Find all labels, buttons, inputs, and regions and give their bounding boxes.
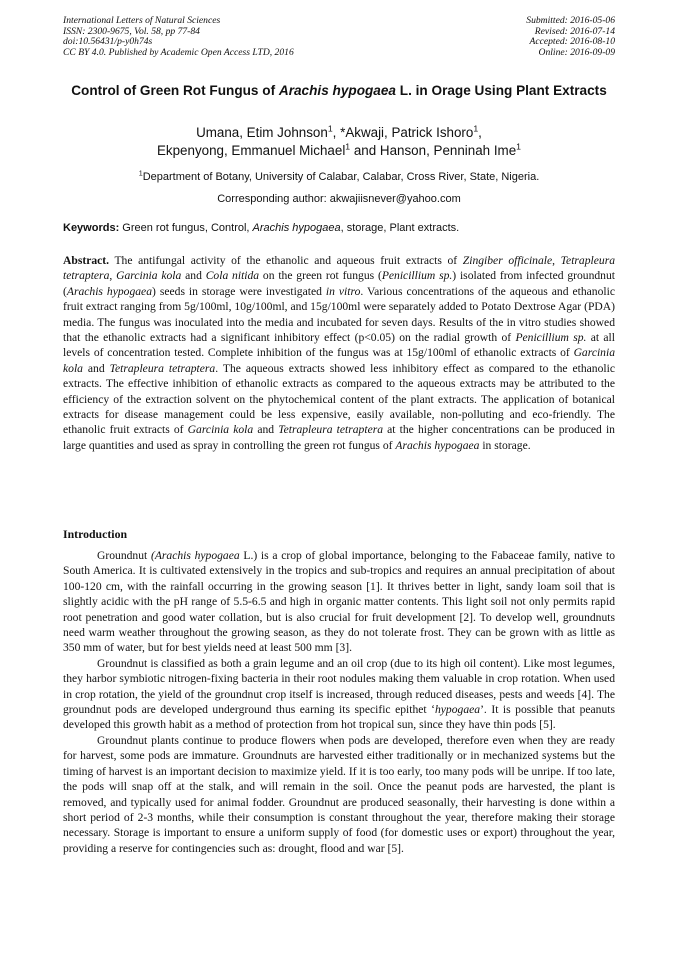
paragraph: Groundnut plants continue to produce flowers when pods are developed, therefore even when they are ready for harvest, some pods are immature. Groundnuts are harvested either traditionally or in mechanized systems but the timing of harvest is an important decision to maximize yield. If it is too early, too many pods will be unripe. If too late, the pods will snap off at the stalk, and will remain in the soil. Once the peanut pods are harvested, the plant is removed, and typically used for animal fodder. Groundnut are produced seasonally, their harvesting is done within a short period of 2-3 months, while their consumption is constant throughout the year, therefore making their storage necessary. Storage is important to ensure a uniform supply of food (for domestic uses or export) throughout the year, providing a reserve for contingencies such as: drought, flood and war [5]. (63, 733, 615, 855)
paper-title (63, 82, 615, 99)
species-name: Tetrapleura tetraptera (63, 254, 616, 283)
paragraph-text: Groundnut is classified as both a grain legume and an oil crop (due to its high oil content). Like most legumes, they harbor symbiotic nitrogen-fixing bacteria in their root nodules making them valuable in crop rotation. When used in crop rotation, the yield of the groundnut crop itself is increased, through reduced diseases, pests and weeds [4]. The groundnut pods are developed underground thus earning its specific epithet ‘ (63, 656, 615, 717)
abstract-text: . The aqueous extracts showed less inhibitory effect as compared to the ethanolic extracts. The effective inhibition of ethanolic extracts as compared to the aqueous extracts may be attributed to the efficiency of the extraction solvent on the phytochemical content of the plant extracts. The application of botanical extracts for disease management could be less expensive, easily available, non-polluting and eco-friendly. The ethanolic fruit extracts of (63, 361, 615, 437)
affiliation-mark: 1 (138, 169, 143, 178)
species-name: Arachis hypogaea (395, 438, 480, 452)
paragraph-text: Groundnut (97, 549, 151, 562)
keywords-species: Arachis hypogaea (252, 222, 341, 234)
abstract-text: at all levels of concentration tested. Complete inhibition of the fungus was at 15g/100ml of ethanolic extracts of (63, 331, 615, 360)
issn-line: ISSN: 2300-9675, Vol. 58, pp 77-84 (63, 25, 200, 37)
author-line (63, 142, 615, 160)
species-name: Tetrapleura tetraptera (109, 361, 216, 375)
abstract-text: . Various concentrations of the aqueous and ethanolic fruit extract ranging from 5g/100ml, 10g/100ml, and 15g/100ml were separately added to Potato Dextrose Agar (PDA) media. The fungus was inoculated into the media and incubated for seven days. Results of the in vitro studies showed that the ethanolic extracts had a significant inhibitory effect (p<0.05) on the radial growth of (63, 284, 615, 345)
species-name: Penicillium sp. (515, 331, 587, 345)
submission-dates (526, 16, 615, 58)
abstract-text: and (181, 269, 206, 283)
keywords-text: , storage, Plant extracts. (340, 222, 460, 234)
title-part: L. in Orage Using Plant Extracts (396, 83, 607, 98)
paragraph-text: L.) is a crop of global importance, belonging to the Fabaceae family, native to South America. It is cultivated extensively in the tropics and sub-tropics and requires an annual precipitation of about 100-120 cm, with the rainfall occurring in the growing season [1]. It thrives better in light, sandy loam soil that is slightly acidic with the pH range of 5.5-6.5 and high in organic matter contents. This light soil not only permits rapid root penetration and good water collation, but is also crucial for fruit development [2]. To develop well, groundnuts need warm weather throughout the growing season, as they do not tolerate frost. They can be grown with as little as 350 mm of water, but for best yields need at least 500 mm [3]. (63, 549, 616, 655)
introduction-body (63, 548, 615, 856)
species-name: Zingiber officinale (462, 254, 553, 267)
author-list (63, 124, 615, 160)
affiliation-mark: 1 (473, 123, 479, 134)
author-name: Ekpenyong, Emmanuel Michael (156, 143, 346, 158)
abstract-text: at the higher concentrations can be produced in large quantities and used as spray in controlling the green rot fungus of (63, 423, 615, 452)
journal-name: International Letters of Natural Sciences (63, 15, 221, 26)
affiliation-mark: 1 (345, 141, 351, 152)
abstract (63, 253, 615, 453)
affiliation-mark: 1 (516, 141, 521, 152)
author-name: Umana, Etim Johnson (196, 125, 328, 140)
abstract-text: on the green rot fungus ( (259, 269, 382, 283)
keywords-text: Green rot fungus, Control, (119, 222, 253, 234)
submitted-date: Submitted: 2016-05-06 (526, 15, 615, 26)
author-name: , *Akwaji, Patrick Ishoro (332, 125, 474, 140)
species-name: Garcinia kola (187, 423, 254, 437)
journal-info (63, 16, 294, 58)
accepted-date: Accepted: 2016-08-10 (529, 36, 615, 48)
paragraph (63, 548, 615, 656)
abstract-label: Abstract. (63, 254, 110, 267)
online-date: Online: 2016-09-09 (538, 46, 615, 58)
species-name: Arachis hypogaea (66, 284, 152, 298)
latin-phrase: in vitro (325, 284, 361, 298)
abstract-text: and (253, 423, 279, 437)
abstract-text: and (82, 361, 110, 375)
paragraph (63, 656, 615, 733)
abstract-text: in storage. (479, 438, 531, 452)
affiliation (63, 166, 615, 188)
title-part: Control of Green Rot Fungus of (71, 83, 279, 98)
revised-date: Revised: 2016-07-14 (534, 25, 615, 37)
species-name: Penicillium sp. (381, 269, 453, 283)
affiliation-block (63, 166, 615, 210)
author-line: Umana, Etim Johnson$^1$, *Akwaji, Patrick Ishoro$^1$, (196, 123, 482, 140)
introduction-heading: Introduction (63, 527, 128, 541)
doi-line: doi:10.56431/p-y0h74s (63, 36, 153, 48)
keywords (63, 221, 615, 235)
abstract-text: , (109, 269, 117, 283)
corresponding-author: Corresponding author: akwajiisnever@yahoo.com (217, 193, 461, 205)
keywords-label: Keywords: (63, 222, 120, 234)
license-line: CC BY 4.0. Published by Academic Open Access LTD, 2016 (63, 46, 294, 58)
species-name: Garcinia kola (116, 269, 182, 283)
affiliation-mark: 1 (327, 123, 333, 134)
abstract-text: The antifungal activity of the ethanolic and aqueous fruit extracts of (109, 254, 463, 267)
species-name: (Arachis hypogaea (150, 549, 240, 562)
species-name: Garcinia kola (63, 346, 615, 375)
abstract-text: , (552, 254, 561, 267)
title-species: Arachis hypogaea (278, 83, 396, 98)
author-name: and Hanson, Penninah Ime (350, 143, 517, 158)
paragraph-text: ’. It is possible that peanuts developed this growth habit as a method of protection from hot tropical sun, since they have thin pods [5]. (63, 703, 615, 732)
species-name: Tetrapleura tetraptera (278, 423, 384, 437)
abstract-text: ) isolated from infected groundnut ( (63, 269, 615, 298)
species-name: Cola nitida (205, 269, 260, 283)
abstract-text: ) seeds in storage were investigated (152, 284, 326, 298)
species-name: hypogaea (434, 703, 481, 717)
affiliation-text: Department of Botany, University of Calabar, Calabar, Cross River, State, Nigeria. (142, 171, 540, 183)
